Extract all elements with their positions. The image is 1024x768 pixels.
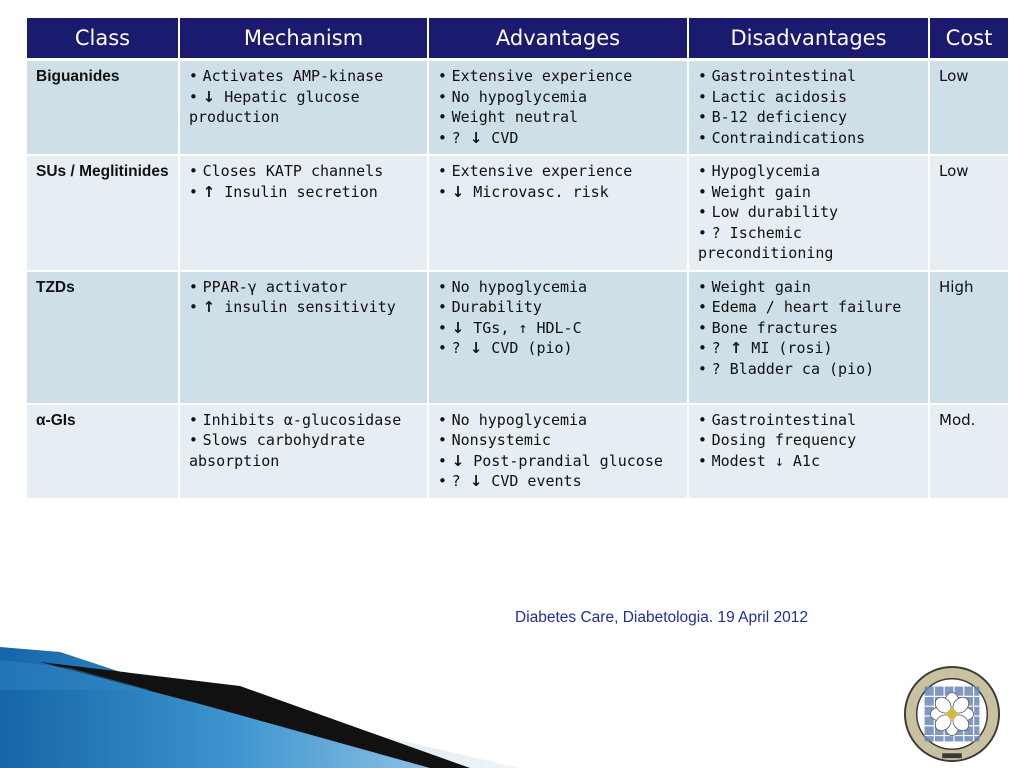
- advantages-list: [438, 66, 678, 148]
- bullet-icon: •: [438, 182, 452, 201]
- bullet-icon: •: [438, 277, 452, 296]
- bullet-icon: •: [438, 128, 452, 147]
- mechanism-list: [189, 410, 418, 472]
- item-text: CVD events: [491, 472, 582, 490]
- list-item: [189, 66, 418, 87]
- list-item: [189, 277, 418, 298]
- item-text: Hepatic glucose production: [189, 87, 360, 126]
- mechanism-list: [189, 161, 418, 202]
- header-class: Class: [27, 18, 179, 60]
- advantages-list: [438, 277, 678, 359]
- list-item: [698, 451, 919, 472]
- organization-seal-logo: [903, 665, 1001, 763]
- list-item: [438, 410, 678, 431]
- list-item: [438, 161, 678, 182]
- uncertain-prefix: ?: [711, 339, 721, 357]
- list-item: [189, 87, 418, 128]
- bullet-icon: •: [698, 108, 712, 126]
- table-row: [27, 155, 1008, 271]
- drug-comparison-table: [27, 18, 1008, 500]
- table-row: [27, 60, 1008, 156]
- list-item: [438, 107, 678, 128]
- list-item: [698, 128, 919, 149]
- item-text: Post-prandial glucose: [473, 451, 663, 470]
- class-cell: Biguanides: [27, 60, 179, 156]
- bullet-icon: •: [438, 451, 452, 470]
- list-item: [438, 182, 678, 203]
- bullet-icon: •: [438, 318, 452, 337]
- bullet-icon: •: [698, 277, 712, 296]
- item-text: Gastrointestinal: [711, 410, 857, 429]
- bullet-icon: •: [189, 162, 203, 180]
- bullet-icon: •: [189, 67, 203, 85]
- table-header-row: [27, 18, 1008, 60]
- arrow-down-icon: ↓: [451, 182, 465, 201]
- list-item: [438, 338, 678, 359]
- bullet-icon: •: [698, 87, 712, 106]
- list-item: [698, 161, 919, 182]
- list-item: [438, 430, 678, 451]
- list-item: [698, 359, 919, 380]
- disadvantages-cell: [688, 271, 929, 404]
- arrow-down-icon: ↓: [451, 318, 465, 337]
- bullet-icon: •: [438, 410, 452, 429]
- list-item: [438, 297, 678, 318]
- bullet-icon: •: [438, 298, 452, 316]
- list-item: [189, 430, 418, 471]
- class-cell: TZDs: [27, 271, 179, 404]
- list-item: [438, 66, 678, 87]
- bullet-icon: •: [438, 472, 452, 490]
- list-item: [698, 182, 919, 203]
- bullet-icon: •: [698, 410, 712, 429]
- disadvantages-list: [698, 66, 919, 148]
- bullet-icon: •: [189, 182, 203, 201]
- item-text: Slows carbohydrate absorption: [189, 431, 366, 470]
- bullet-icon: •: [189, 87, 203, 106]
- list-item: [698, 223, 919, 264]
- bullet-icon: •: [698, 128, 712, 147]
- item-text: ? Ischemic preconditioning: [698, 223, 834, 262]
- bullet-icon: •: [189, 410, 203, 429]
- item-text: Closes KATP channels: [202, 162, 384, 180]
- bullet-icon: •: [438, 108, 452, 126]
- class-cell: SUs / Meglitinides: [27, 155, 179, 271]
- disadvantages-cell: [688, 404, 929, 499]
- list-item: [189, 410, 418, 431]
- cost-cell: Low: [929, 155, 1008, 271]
- item-text: Dosing frequency: [711, 431, 857, 449]
- mechanism-cell: [179, 155, 428, 271]
- disadvantages-list: [698, 410, 919, 472]
- list-item: [698, 66, 919, 87]
- item-text: Weight gain: [711, 182, 811, 201]
- bullet-icon: •: [698, 203, 712, 221]
- header-cost: Cost: [929, 18, 1008, 60]
- item-text: CVD (pio): [491, 339, 573, 357]
- cost-cell: Mod.: [929, 404, 1008, 499]
- cost-cell: High: [929, 271, 1008, 404]
- bullet-icon: •: [698, 182, 712, 201]
- mechanism-list: [189, 277, 418, 318]
- item-text: Activates AMP-kinase: [202, 67, 384, 85]
- item-text: B-12 deficiency: [711, 108, 848, 126]
- item-text: Insulin secretion: [224, 182, 378, 201]
- bullet-icon: •: [189, 431, 203, 449]
- item-text: Modest ↓ A1c: [711, 451, 820, 470]
- item-text: Bone fractures: [711, 318, 839, 337]
- mechanism-cell: [179, 60, 428, 156]
- disadvantages-cell: [688, 60, 929, 156]
- advantages-list: [438, 410, 678, 492]
- uncertain-prefix: ?: [451, 472, 461, 490]
- table-row: [27, 271, 1008, 404]
- item-text: Lactic acidosis: [711, 87, 848, 106]
- arrow-up-icon: ↑: [202, 182, 216, 201]
- item-text: No hypoglycemia: [451, 87, 588, 106]
- citation: Diabetes Care, Diabetologia. 19 April 2012: [515, 609, 808, 626]
- list-item: [698, 107, 919, 128]
- item-text: ? Bladder ca (pio): [711, 359, 875, 378]
- item-text: Inhibits α-glucosidase: [202, 410, 402, 429]
- bullet-icon: •: [438, 339, 452, 357]
- mechanism-list: [189, 66, 418, 128]
- bullet-icon: •: [698, 451, 712, 470]
- table-body: [27, 60, 1008, 499]
- bullet-icon: •: [438, 431, 452, 449]
- list-item: [438, 471, 678, 492]
- list-item: [189, 297, 418, 318]
- advantages-cell: [428, 404, 688, 499]
- mechanism-cell: [179, 404, 428, 499]
- item-text: Low durability: [711, 203, 839, 221]
- table-row: [27, 404, 1008, 499]
- bullet-icon: •: [698, 431, 712, 449]
- item-text: Durability: [451, 298, 542, 316]
- uncertain-prefix: ?: [451, 128, 461, 147]
- mechanism-cell: [179, 271, 428, 404]
- list-item: [698, 430, 919, 451]
- list-item: [698, 318, 919, 339]
- list-item: [438, 87, 678, 108]
- bullet-icon: •: [698, 318, 712, 337]
- advantages-cell: [428, 60, 688, 156]
- list-item: [698, 338, 919, 359]
- list-item: [189, 182, 418, 203]
- advantages-cell: [428, 271, 688, 404]
- list-item: [698, 87, 919, 108]
- item-text: TGs, ↑ HDL-C: [473, 318, 582, 337]
- bullet-icon: •: [698, 162, 712, 180]
- arrow-down-icon: ↓: [469, 128, 483, 147]
- item-text: insulin sensitivity: [224, 298, 396, 316]
- item-text: Weight gain: [711, 277, 811, 296]
- arrow-down-icon: ↓: [451, 451, 465, 470]
- disadvantages-list: [698, 277, 919, 380]
- bullet-icon: •: [438, 67, 452, 85]
- cost-cell: Low: [929, 60, 1008, 156]
- uncertain-prefix: ?: [451, 339, 461, 357]
- class-cell: α-GIs: [27, 404, 179, 499]
- bullet-icon: •: [698, 67, 712, 85]
- list-item: [438, 451, 678, 472]
- header-advantages: Advantages: [428, 18, 688, 60]
- advantages-cell: [428, 155, 688, 271]
- item-text: No hypoglycemia: [451, 277, 588, 296]
- bullet-icon: •: [698, 359, 712, 378]
- item-text: Contraindications: [711, 128, 866, 147]
- item-text: PPAR-γ activator: [202, 277, 348, 296]
- bullet-icon: •: [438, 162, 452, 180]
- header-mechanism: Mechanism: [179, 18, 428, 60]
- advantages-list: [438, 161, 678, 202]
- list-item: [698, 297, 919, 318]
- item-text: Nonsystemic: [451, 431, 551, 449]
- item-text: Hypoglycemia: [711, 162, 820, 180]
- item-text: Microvasc. risk: [473, 182, 609, 201]
- disadvantages-list: [698, 161, 919, 264]
- list-item: [698, 277, 919, 298]
- disadvantages-cell: [688, 155, 929, 271]
- list-item: [438, 128, 678, 149]
- item-text: Gastrointestinal: [711, 67, 857, 85]
- bullet-icon: •: [698, 223, 712, 242]
- arrow-up-icon: ↑: [202, 298, 216, 316]
- arrow-down-icon: ↓: [202, 87, 216, 106]
- bullet-icon: •: [189, 277, 203, 296]
- bullet-icon: •: [698, 339, 712, 357]
- item-text: Weight neutral: [451, 108, 579, 126]
- item-text: MI (rosi): [751, 339, 833, 357]
- arrow-down-icon: ↓: [469, 472, 483, 490]
- list-item: [438, 277, 678, 298]
- bullet-icon: •: [438, 87, 452, 106]
- arrow-up-icon: ↑: [729, 339, 743, 357]
- item-text: Extensive experience: [451, 67, 633, 85]
- list-item: [438, 318, 678, 339]
- list-item: [698, 410, 919, 431]
- arrow-down-icon: ↓: [469, 339, 483, 357]
- item-text: CVD: [491, 128, 519, 147]
- item-text: Edema / heart failure: [711, 298, 902, 316]
- list-item: [189, 161, 418, 182]
- item-text: No hypoglycemia: [451, 410, 588, 429]
- item-text: Extensive experience: [451, 162, 633, 180]
- bullet-icon: •: [189, 298, 203, 316]
- header-disadvantages: Disadvantages: [688, 18, 929, 60]
- list-item: [698, 202, 919, 223]
- bullet-icon: •: [698, 298, 712, 316]
